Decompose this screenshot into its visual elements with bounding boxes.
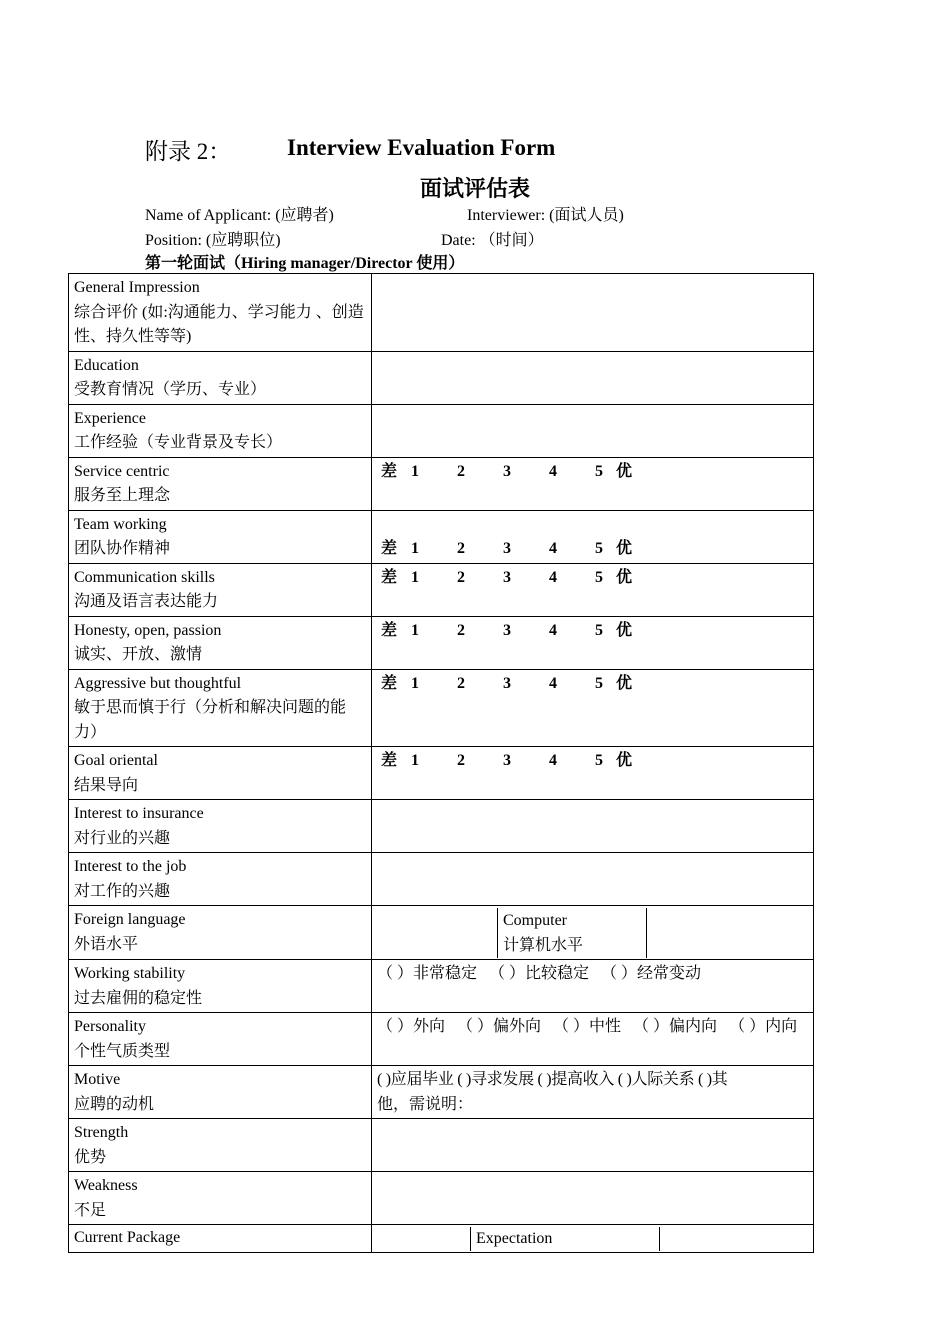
appendix-label: 附录 2： [145, 139, 232, 164]
rating-scale[interactable]: 差 1 2 3 4 5 优 [381, 568, 633, 586]
service-centric-rating[interactable] [372, 457, 814, 510]
strength-label: Strength 优势 [69, 1119, 372, 1172]
expectation-field[interactable] [659, 1227, 808, 1251]
working-stability-label: Working stability 过去雇佣的稳定性 [69, 960, 372, 1013]
option-often-changes[interactable]: （ ）经常变动 [601, 965, 702, 982]
interest-insurance-field[interactable] [372, 800, 814, 853]
computer-label: Computer 计算机水平 [497, 908, 646, 958]
package-cell [372, 1225, 814, 1253]
table-row [69, 906, 814, 960]
table-row [69, 960, 814, 1013]
expectation-label: Expectation [470, 1227, 659, 1251]
motive-options[interactable]: ( )应届毕业 ( )寻求发展 ( )提高收入 ( )人际关系 ( )其 他，需说明： [372, 1066, 814, 1119]
table-row [69, 1225, 814, 1253]
communication-skills-rating[interactable] [372, 563, 814, 616]
honesty-label: Honesty, open, passion 诚实、开放、激情 [69, 616, 372, 669]
option-fairly-stable[interactable]: （ ）比较稳定 [489, 965, 590, 982]
option-slightly-introvert[interactable]: （ ）偏内向 [633, 1018, 718, 1035]
team-working-rating[interactable] [372, 510, 814, 563]
table-row [69, 510, 814, 563]
motive-label: Motive 应聘的动机 [69, 1066, 372, 1119]
table-row [69, 274, 814, 352]
table-row [69, 669, 814, 747]
foreign-language-field[interactable] [377, 908, 497, 958]
education-field[interactable] [372, 351, 814, 404]
rating-scale[interactable]: 差 1 2 3 4 5 优 [381, 462, 633, 480]
team-working-label: Team working 团队协作精神 [69, 510, 372, 563]
interest-insurance-label: Interest to insurance 对行业的兴趣 [69, 800, 372, 853]
rating-scale[interactable]: 差 1 2 3 4 5 优 [381, 540, 633, 557]
service-centric-label: Service centric 服务至上理念 [69, 457, 372, 510]
table-row [69, 616, 814, 669]
goal-oriental-rating[interactable] [372, 747, 814, 800]
general-impression-field[interactable] [372, 274, 814, 352]
aggressive-thoughtful-label: Aggressive but thoughtful 敏于思而慎于行（分析和解决问题的能 力） [69, 669, 372, 747]
goal-oriental-label: Goal oriental 结果导向 [69, 747, 372, 800]
rating-scale[interactable]: 差 1 2 3 4 5 优 [381, 752, 633, 769]
table-row [69, 1172, 814, 1225]
table-row [69, 1066, 814, 1119]
form-title-cn: 面试评估表 [419, 176, 530, 201]
honesty-rating[interactable] [372, 616, 814, 669]
option-introvert[interactable]: （ ）内向 [729, 1018, 798, 1035]
current-package-field[interactable] [377, 1227, 470, 1251]
general-impression-label: General Impression 综合评价 (如:沟通能力、学习能力 、创造 性、持久性等等) [69, 274, 372, 352]
evaluation-table [68, 273, 814, 1253]
education-label: Education 受教育情况（学历、专业） [69, 351, 372, 404]
position-label: Position: (应聘职位) [145, 232, 281, 249]
experience-field[interactable] [372, 404, 814, 457]
current-package-label: Current Package [69, 1225, 372, 1253]
personality-label: Personality 个性气质类型 [69, 1013, 372, 1066]
interest-job-label: Interest to the job 对工作的兴趣 [69, 853, 372, 906]
weakness-label: Weakness 不足 [69, 1172, 372, 1225]
option-very-stable[interactable]: （ ）非常稳定 [377, 965, 478, 982]
option-slightly-extrovert[interactable]: （ ）偏外向 [457, 1018, 542, 1035]
experience-label: Experience 工作经验（专业背景及专长） [69, 404, 372, 457]
table-row [69, 853, 814, 906]
interviewer-label: Interviewer: (面试人员) [467, 207, 624, 224]
table-row [69, 747, 814, 800]
computer-field[interactable] [646, 908, 808, 958]
table-row [69, 1013, 814, 1066]
date-label: Date: （时间） [441, 232, 544, 249]
language-computer-cell [372, 906, 814, 960]
table-row [69, 1119, 814, 1172]
round-label: 第一轮面试（Hiring manager/Director 使用） [145, 255, 465, 272]
weakness-field[interactable] [372, 1172, 814, 1225]
table-row [69, 563, 814, 616]
table-row [69, 404, 814, 457]
communication-skills-label: Communication skills 沟通及语言表达能力 [69, 563, 372, 616]
option-extrovert[interactable]: （ ）外向 [377, 1018, 446, 1035]
working-stability-options [372, 960, 814, 1013]
rating-scale[interactable]: 差 1 2 3 4 5 优 [381, 674, 633, 692]
strength-field[interactable] [372, 1119, 814, 1172]
aggressive-thoughtful-rating[interactable] [372, 669, 814, 747]
table-row [69, 800, 814, 853]
applicant-name-label: Name of Applicant: (应聘者) [145, 207, 334, 224]
rating-scale[interactable]: 差 1 2 3 4 5 优 [381, 621, 633, 639]
option-neutral[interactable]: （ ）中性 [553, 1018, 622, 1035]
foreign-language-label: Foreign language 外语水平 [69, 906, 372, 960]
interest-job-field[interactable] [372, 853, 814, 906]
table-row [69, 457, 814, 510]
table-row [69, 351, 814, 404]
form-title: Interview Evaluation Form [287, 135, 556, 160]
personality-options [372, 1013, 814, 1066]
